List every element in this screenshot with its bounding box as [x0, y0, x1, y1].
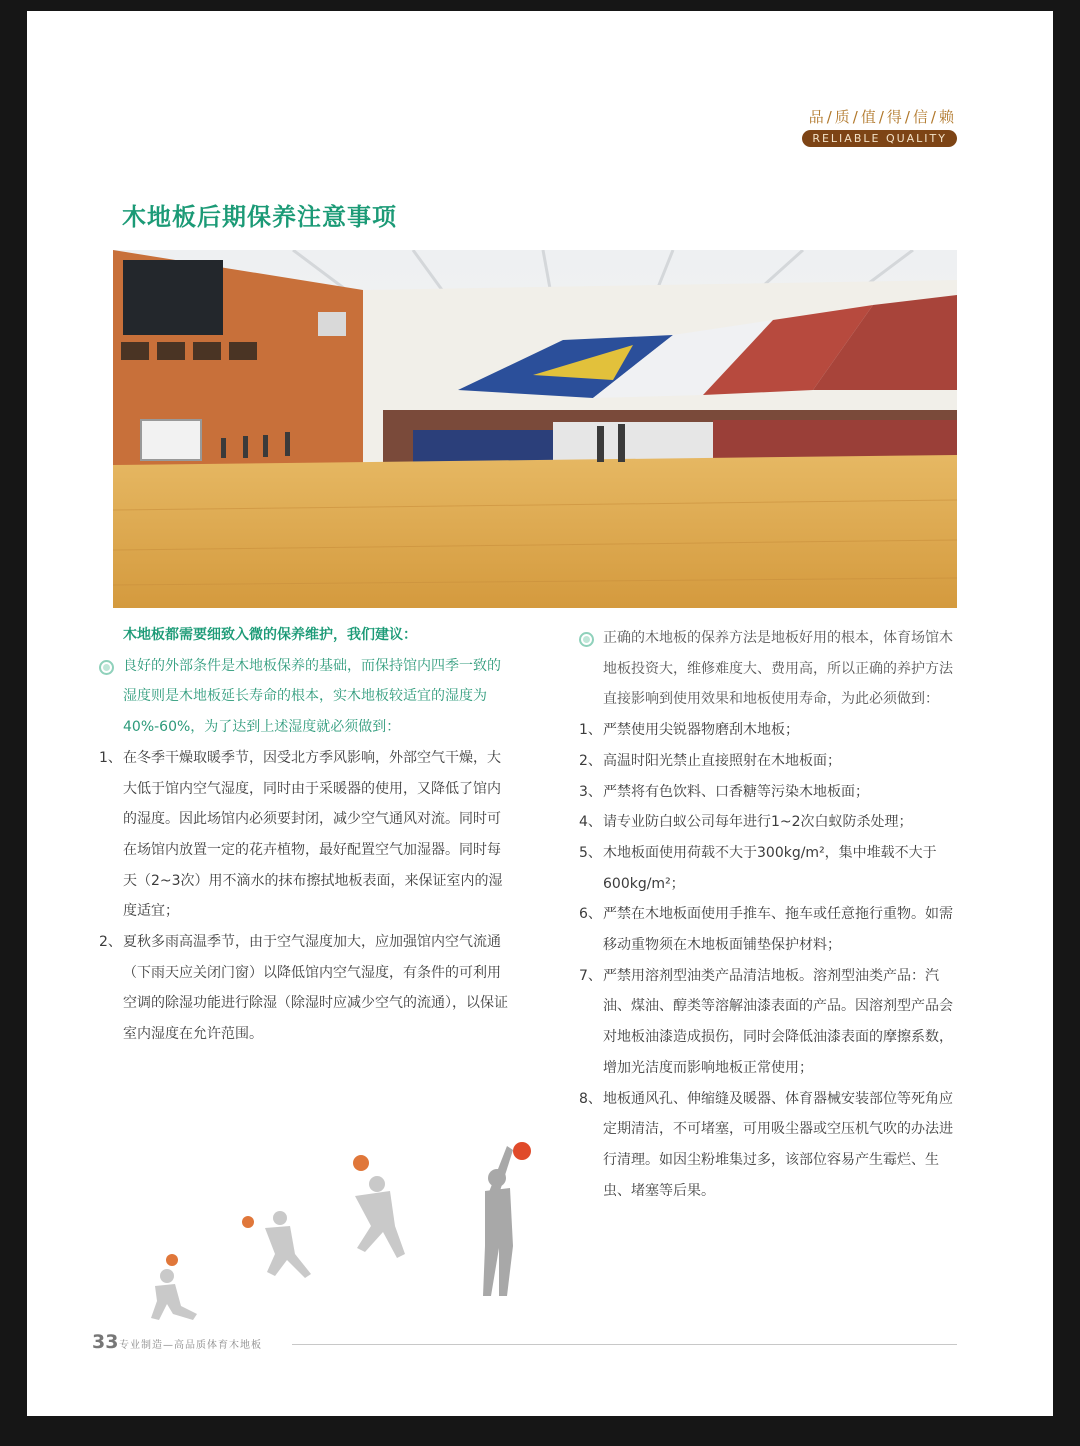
list-item-number: 1、: [579, 722, 602, 739]
list-item: [99, 927, 509, 1050]
list-item-number: 5、: [579, 844, 602, 861]
list-item: [579, 838, 959, 899]
right-column: [579, 623, 959, 1206]
list-item: [579, 777, 959, 808]
brand-slogan-en: RELIABLE QUALITY: [802, 130, 957, 147]
left-bullet-text: 良好的外部条件是木地板保养的基础，而保持馆内四季一致的湿度则是木地板延长寿命的根本，实木地板较适宜的湿度为40%-60%，为了达到上述湿度就必须做到：: [123, 657, 501, 736]
list-item-text: 严禁将有色饮料、口香糖等污染木地板面；: [603, 783, 869, 800]
list-item-text: 木地板面使用荷载不大于300kg/m²，集中堆载不大于600kg/m²；: [603, 844, 937, 892]
brand-slogan-cn: 品/质/值/得/信/赖: [808, 108, 957, 126]
list-item-text: 夏秋多雨高温季节，由于空气湿度加大，应加强馆内空气流通（下雨天应关闭门窗）以降低馆内空气湿度，有条件的可利用空调的除湿功能进行除湿（除湿时应减少空气的流通），以保证室内湿度在允许范围。: [123, 934, 508, 1043]
right-bullet-paragraph: [579, 623, 959, 715]
list-item-number: 2、: [99, 934, 122, 951]
bullet-circle-icon: [579, 632, 594, 647]
list-item-number: 1、: [99, 749, 122, 766]
list-item-text: 严禁使用尖锐器物磨刮木地板；: [603, 722, 799, 739]
left-bullet-paragraph: [99, 651, 509, 743]
list-item-text: 在冬季干燥取暖季节，因受北方季风影响，外部空气干燥，大大低于馆内空气湿度，同时由于采暖器的使用，又降低了馆内的湿度。因此场馆内必须要封闭，减少空气通风对流。同时可在场馆内放置一定的花卉植物，最好配置空气加湿器。同时每天（2~3次）用不滴水的抹布擦拭地板表面，来保证室内的湿度适宜；: [123, 749, 503, 920]
left-lead: 木地板都需要细致入微的保养维护，我们建议：: [123, 627, 417, 643]
right-bullet-text: 正确的木地板的保养方法是地板好用的根本，体育场馆木地板投资大，维修难度大、费用高，所以正确的养护方法直接影响到使用效果和地板使用寿命，为此必须做到：: [603, 630, 953, 708]
left-column: [99, 620, 509, 1050]
list-item-text: 高温时阳光禁止直接照射在木地板面；: [603, 752, 841, 769]
list-item-text: 地板通风孔、伸缩缝及暖器、体育器械安装部位等死角应定期清洁，不可堵塞，可用吸尘器或空压机气吹的办法进行清理。如因尘粉堆集过多，该部位容易产生霉烂、生虫、堵塞等后果。: [603, 1090, 953, 1199]
list-item-text: 严禁在木地板面使用手推车、拖车或任意拖行重物。如需移动重物须在木地板面铺垫保护材料；: [603, 906, 953, 954]
basketball-icon: [166, 1142, 531, 1266]
list-item: [99, 743, 509, 927]
list-item: [579, 746, 959, 777]
list-item-number: 8、: [579, 1090, 602, 1107]
list-item-text: 请专业防白蚁公司每年进行1~2次白蚁防杀处理；: [603, 814, 913, 831]
list-item: [579, 961, 959, 1084]
page-number: 33: [92, 1331, 119, 1353]
list-item: [579, 1084, 959, 1207]
list-item-number: 2、: [579, 752, 602, 769]
list-item-number: 4、: [579, 814, 602, 831]
footer-divider: [292, 1344, 957, 1345]
basketball-players-illustration: [115, 1136, 535, 1326]
page-footer: [92, 1331, 957, 1355]
list-item-number: 3、: [579, 783, 602, 800]
page-title: 木地板后期保养注意事项: [122, 203, 397, 231]
bullet-circle-icon: [99, 660, 114, 675]
list-item-text: 严禁用溶剂型油类产品清洁地板。溶剂型油类产品：汽油、煤油、醇类等溶解油漆表面的产品。因溶剂型产品会对地板油漆造成损伤，同时会降低油漆表面的摩擦系数，增加光洁度而影响地板正常使用；: [603, 967, 953, 1076]
footer-caption: 专业制造—高品质体育木地板: [119, 1340, 262, 1351]
list-item: [579, 807, 959, 838]
brochure-page: [27, 11, 1053, 1416]
brand-block: [802, 107, 957, 147]
gym-photo: [113, 250, 957, 608]
list-item: [579, 899, 959, 960]
list-item-number: 6、: [579, 906, 602, 923]
list-item-number: 7、: [579, 967, 602, 984]
list-item: [579, 715, 959, 746]
